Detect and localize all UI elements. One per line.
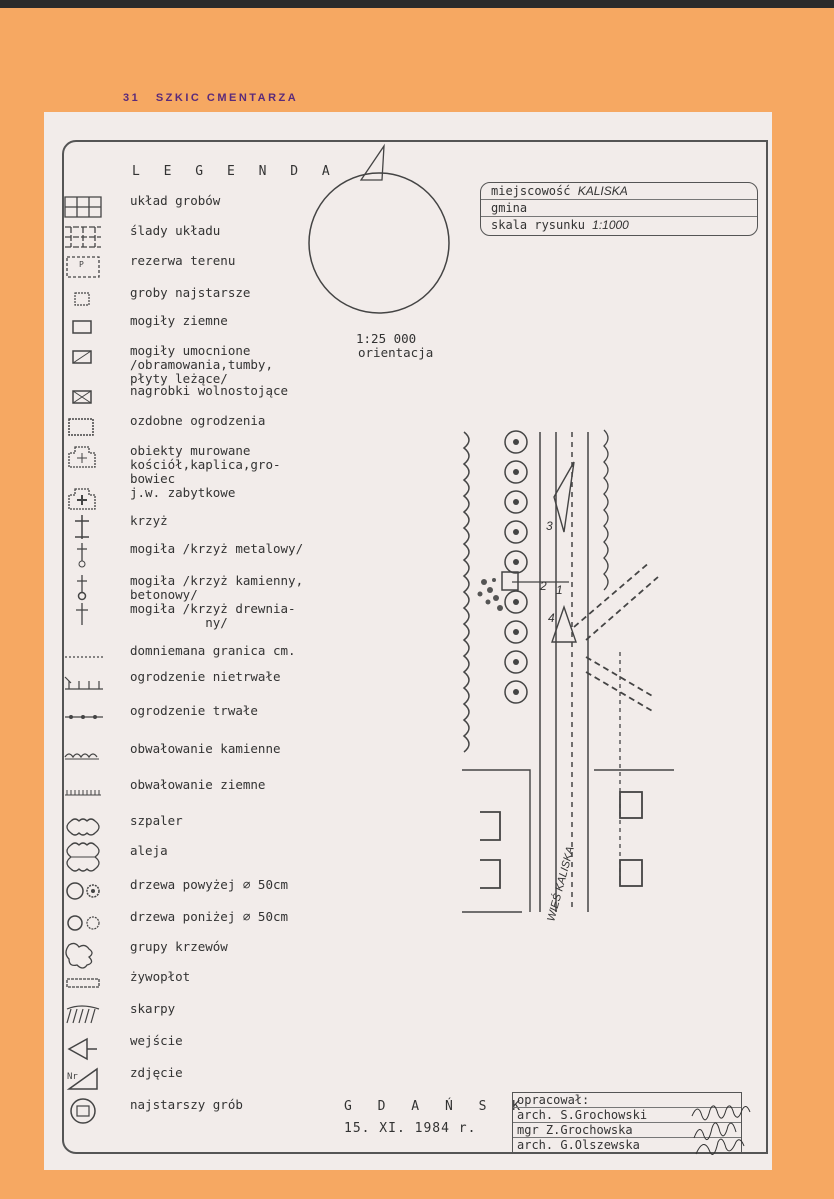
- tree-trunk-icon: [513, 529, 519, 535]
- legend-row: [58, 512, 168, 542]
- svg-text:P: P: [79, 260, 84, 269]
- author-2: mgr Z.Grochowska: [513, 1123, 741, 1138]
- legend-label: krzyż: [130, 513, 168, 528]
- entrance-arrow-upper: [554, 462, 574, 532]
- legend-label: mogiły ziemne: [130, 313, 228, 328]
- hatched-box-icon: [58, 343, 108, 371]
- permanent-fence-icon: [58, 703, 108, 731]
- legend-label: żywopłot: [130, 969, 191, 984]
- scale-value: 1:1000: [592, 218, 629, 232]
- legend-label: zdjęcie: [130, 1065, 183, 1080]
- right-building-1: [620, 792, 642, 818]
- top-dark-edge: [0, 0, 834, 8]
- legend-label: układ grobów: [130, 193, 221, 208]
- legend-label: nagrobki wolnostojące: [130, 383, 289, 398]
- box-icon: [58, 313, 108, 341]
- legend-row: [58, 908, 289, 938]
- legend-label: j.w. zabytkowe: [130, 485, 236, 500]
- legend-label: mogiła /krzyż drewnia- ny/: [130, 601, 296, 630]
- legend-row: [58, 968, 191, 998]
- date-text: 15. XI. 1984 r.: [344, 1121, 477, 1136]
- legend-row: [58, 284, 251, 314]
- legend-label: ogrodzenie trwałe: [130, 703, 258, 718]
- cross-icon: [58, 513, 108, 541]
- dashed-box-icon: [58, 253, 108, 281]
- legend-row: [58, 1032, 183, 1062]
- stone-cross-icon: [58, 573, 108, 601]
- legend-row: [58, 312, 228, 342]
- prepared-label: opracował:: [513, 1093, 741, 1108]
- road-name-label: WIEŚ KALISKA: [545, 845, 577, 923]
- legend-row: [58, 484, 236, 514]
- legend-label: rezerwa terenu: [130, 253, 236, 268]
- temporary-fence-icon: [58, 669, 108, 697]
- hedge-row-icon: [58, 813, 108, 841]
- grid-icon: [58, 193, 108, 221]
- legend-row: [58, 412, 266, 442]
- legend-label: obiekty murowane kościół,kaplica,gro- bowiec: [130, 443, 281, 486]
- legend-label: grupy krzewów: [130, 939, 228, 954]
- broken-grid-icon: [58, 223, 108, 251]
- photo-number-4: 4: [548, 611, 555, 625]
- legend-row: [58, 540, 304, 570]
- shrubs-icon: [58, 939, 108, 967]
- orientation-scale: 1:25 000: [356, 331, 417, 346]
- locality-label: miejscowość: [491, 184, 571, 198]
- signature-3: [696, 1139, 744, 1154]
- legend-row: [58, 382, 289, 412]
- legend-label: ozdobne ogrodzenia: [130, 413, 266, 428]
- legend-row: [58, 1096, 243, 1126]
- building-icon: [58, 443, 108, 471]
- legend-label: wejście: [130, 1033, 183, 1048]
- legend-row: [58, 222, 221, 252]
- avenue-icon: [58, 843, 108, 871]
- scale-label: skala rysunku: [491, 218, 585, 232]
- legend-row: [58, 1064, 183, 1094]
- legend-row: [58, 702, 258, 732]
- dotted-box-icon: [58, 413, 108, 441]
- cross-box-icon: [58, 383, 108, 411]
- right-boundary-line: [604, 430, 608, 590]
- legend-label: mogiła /krzyż metalowy/: [130, 541, 304, 556]
- legend-row: [58, 668, 281, 698]
- large-tree-icon: [58, 877, 108, 905]
- dotted-line-icon: [58, 643, 108, 671]
- earth-embankment-icon: [58, 777, 108, 805]
- left-building-frame: [462, 770, 530, 912]
- place-name: G D A Ń S K: [344, 1099, 530, 1114]
- stone-embankment-icon: [58, 741, 108, 769]
- orientation-label: [356, 332, 433, 360]
- photo-number-2: 2: [540, 579, 547, 593]
- page-header: [123, 92, 298, 104]
- wooden-cross-icon: [58, 601, 108, 629]
- photo-icon: [58, 1065, 108, 1093]
- legend-label: obwałowanie kamienne: [130, 741, 281, 756]
- photo-number-1: 1: [556, 583, 563, 597]
- cemetery-map: [444, 412, 684, 932]
- legend-title: L E G E N D A: [132, 164, 338, 179]
- photo-number-3: 3: [546, 519, 553, 533]
- orientation-caption: orientacja: [358, 345, 434, 360]
- legend-row: [58, 192, 221, 222]
- author-1: arch. S.Grochowski: [513, 1108, 741, 1123]
- legend-row: [58, 938, 228, 968]
- signature-2: [694, 1123, 736, 1140]
- orientation-diagram: [306, 140, 456, 330]
- legend-row: [58, 252, 236, 282]
- legend-label: aleja: [130, 843, 168, 858]
- author-3: arch. G.Olszewska: [517, 1138, 640, 1152]
- north-arrow-icon: [361, 146, 384, 180]
- small-box-icon: [58, 285, 108, 313]
- page-title: SZKIC CMENTARZA: [155, 92, 299, 104]
- legend-row: [58, 442, 281, 486]
- signatures: [690, 1094, 766, 1156]
- tree-trunk-icon: [513, 559, 519, 565]
- tree-trunk-icon: [513, 599, 519, 605]
- legend-row: [58, 876, 289, 906]
- entrance-icon: [58, 1033, 108, 1061]
- metal-cross-icon: [58, 541, 108, 569]
- legend-label: szpaler: [130, 813, 183, 828]
- shrubs-cluster: [478, 578, 504, 611]
- tree-avenue: [505, 431, 527, 703]
- slope-icon: [58, 1001, 108, 1029]
- locality-row: [481, 183, 757, 200]
- tree-trunk-icon: [513, 659, 519, 665]
- small-tree-icon: [58, 909, 108, 937]
- commune-row: [481, 200, 757, 217]
- page-number: 31: [123, 92, 141, 104]
- chapel-square: [502, 572, 518, 590]
- legend-row: [58, 812, 183, 842]
- left-building-2: [480, 860, 500, 888]
- place-date-block: [344, 1096, 529, 1140]
- svg-text:Nr: Nr: [67, 1072, 78, 1082]
- legend-label: groby najstarsze: [130, 285, 251, 300]
- legend-label: mogiły umocnione /obramowania,tumby, płyty leżące/: [130, 343, 273, 386]
- signature-1: [692, 1106, 750, 1120]
- left-hedge-line: [464, 432, 469, 752]
- commune-label: gmina: [491, 201, 528, 215]
- hedge-icon: [58, 969, 108, 997]
- legend-label: skarpy: [130, 1001, 176, 1016]
- legend-row: [58, 842, 168, 872]
- legend-label: drzewa poniżej ⌀ 50cm: [130, 909, 289, 924]
- legend-label: ogrodzenie nietrwałe: [130, 669, 281, 684]
- legend-row: [58, 1000, 176, 1030]
- right-building-2: [620, 860, 642, 886]
- legend-label: obwałowanie ziemne: [130, 777, 266, 792]
- legend-row: [58, 776, 266, 806]
- legend-label: domniemana granica cm.: [130, 643, 296, 658]
- historic-building-icon: [58, 485, 108, 513]
- legend-label: drzewa powyżej ⌀ 50cm: [130, 877, 289, 892]
- legend-label: ślady układu: [130, 223, 221, 238]
- left-building-1: [480, 812, 500, 840]
- info-box: [480, 182, 758, 236]
- legend-row: [58, 600, 296, 630]
- legend-row: [58, 572, 304, 602]
- tree-trunk-icon: [513, 499, 519, 505]
- tree-trunk-icon: [513, 689, 519, 695]
- tree-trunk-icon: [513, 469, 519, 475]
- orientation-circle: [309, 173, 449, 313]
- legend-row: [58, 342, 273, 386]
- legend-label: mogiła /krzyż kamienny, betonowy/: [130, 573, 304, 602]
- cemetery-sketch-sheet: [44, 112, 772, 1170]
- locality-value: KALISKA: [577, 184, 628, 198]
- scale-row: [481, 217, 757, 233]
- tree-trunk-icon: [513, 439, 519, 445]
- legend-label: najstarszy grób: [130, 1097, 243, 1112]
- tree-trunk-icon: [513, 629, 519, 635]
- oldest-grave-icon: [58, 1097, 108, 1125]
- legend-row: [58, 740, 281, 770]
